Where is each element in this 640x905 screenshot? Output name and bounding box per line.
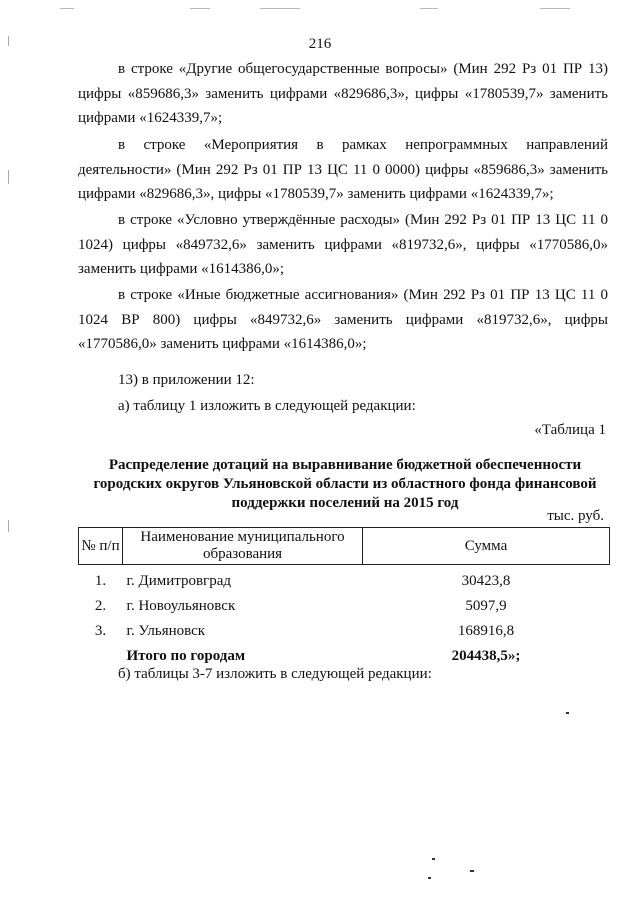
scan-artifact <box>260 8 300 9</box>
scan-speck <box>428 877 431 879</box>
table-total-row <box>79 640 610 665</box>
scan-artifact <box>8 170 9 184</box>
scan-speck <box>566 712 569 714</box>
row-number: 1. <box>94 573 107 589</box>
total-sum: 204438,5»; <box>451 648 521 664</box>
row-name: г. Ульяновск <box>126 623 206 639</box>
row-sum: 30423,8 <box>461 573 511 589</box>
list-item-a: а) таблицу 1 изложить в следующей редакции: <box>118 398 416 414</box>
distribution-table <box>78 527 610 665</box>
scan-artifact <box>8 36 9 46</box>
list-item-b: б) таблицы 3-7 изложить в следующей редакции: <box>118 666 432 682</box>
scan-artifact <box>60 8 74 9</box>
row-name: г. Димитровград <box>126 573 232 589</box>
table-row <box>79 615 610 640</box>
scan-artifact <box>8 520 9 532</box>
table-caption: Распределение дотаций на выравнивание бюджетной обеспеченности городских округов Ульяновской области из областного фонда финансовой поддержки поселений на 2015 год <box>93 457 597 511</box>
scan-speck <box>470 870 474 872</box>
page-number: 216 <box>308 36 332 52</box>
units-label: тыс. руб. <box>547 508 604 524</box>
table-row <box>79 565 610 591</box>
row-number: 3. <box>94 623 107 639</box>
paragraph: в строке «Другие общегосударственные вопросы» (Мин 292 Рз 01 ПР 13) цифры «859686,3» заменить цифрами «829686,3», цифры «1780539,7» заменить цифрами «1624339,7»; <box>78 61 608 126</box>
table-header-row <box>79 528 610 565</box>
table-reference: «Таблица 1 <box>534 422 606 438</box>
scan-speck <box>432 858 435 860</box>
scan-artifact <box>420 8 438 9</box>
row-name: г. Новоульяновск <box>126 598 236 614</box>
paragraph: в строке «Иные бюджетные ассигнования» (Мин 292 Рз 01 ПР 13 ЦС 11 0 1024 ВР 800) цифры «849732,6» заменить цифрами «819732,6», цифры «1770586,0» заменить цифрами «1614386,0»; <box>78 287 608 352</box>
row-sum: 5097,9 <box>465 598 507 614</box>
paragraph: в строке «Условно утверждённые расходы» (Мин 292 Рз 01 ПР 13 ЦС 11 0 1024) цифры «849732,6» заменить цифрами «819732,6», цифры «1770586,0» заменить цифрами «1614386,0»; <box>78 212 608 277</box>
paragraph: в строке «Мероприятия в рамках непрограммных направлений деятельности» (Мин 292 Рз 01 ПР 13 ЦС 11 0 0000) цифры «859686,3» заменить цифрами «829686,3», цифры «1780539,7» заменить цифрами «1624339,7»; <box>78 137 608 202</box>
row-sum: 168916,8 <box>457 623 515 639</box>
row-number: 2. <box>94 598 107 614</box>
scan-artifact <box>540 8 570 9</box>
header-number: № п/п <box>79 528 123 565</box>
header-name: Наименование муниципального образования <box>123 528 363 565</box>
total-label: Итого по городам <box>126 648 246 664</box>
table-row <box>79 590 610 615</box>
list-item-13: 13) в приложении 12: <box>118 372 255 388</box>
header-sum: Сумма <box>363 528 610 565</box>
scan-artifact <box>190 8 210 9</box>
